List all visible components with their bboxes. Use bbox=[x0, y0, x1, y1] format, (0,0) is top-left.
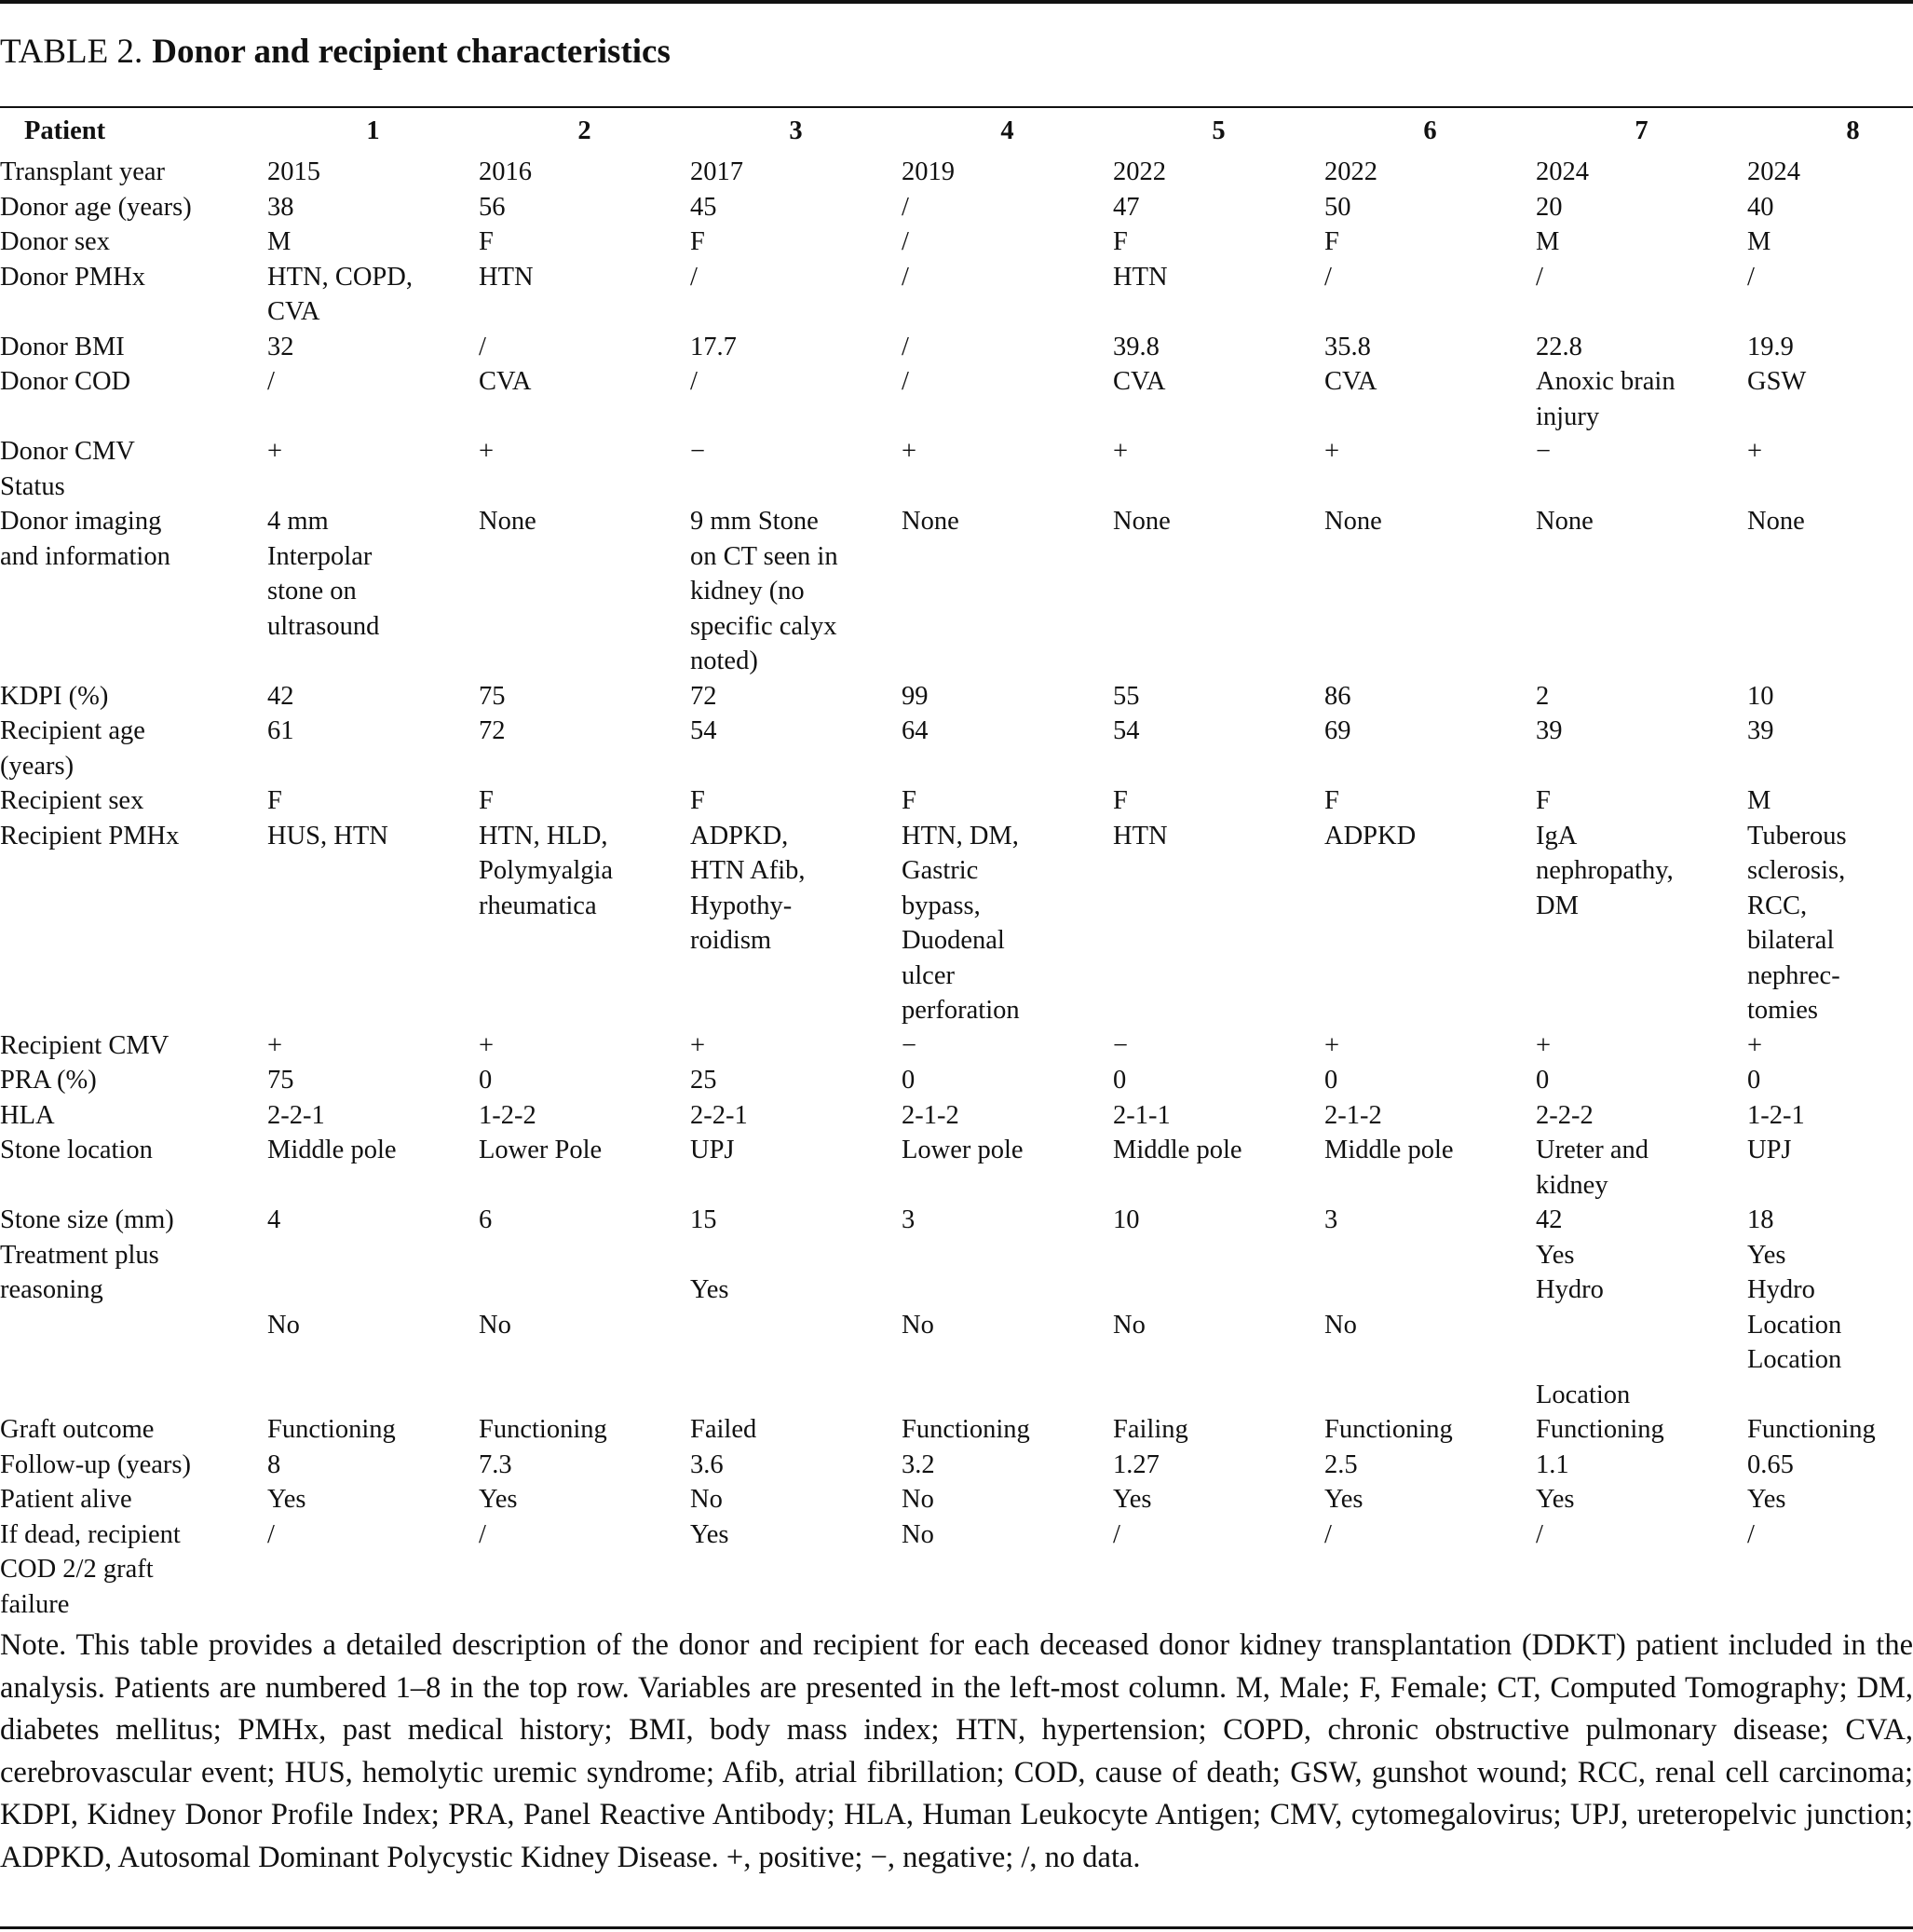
table-cell: 10 bbox=[1747, 681, 1774, 711]
table-cell: F bbox=[1113, 227, 1128, 256]
table-row bbox=[0, 364, 1913, 434]
table-cell: 25 bbox=[690, 1066, 717, 1095]
table-title: Donor and recipient characteristics bbox=[152, 33, 671, 71]
table-cell: 2024 bbox=[1747, 157, 1800, 186]
table-cell: / bbox=[1536, 262, 1543, 292]
header-label: Patient bbox=[24, 116, 106, 145]
table-cell: / bbox=[1324, 1519, 1332, 1549]
table-cell: Functioning bbox=[1536, 1415, 1664, 1444]
table-cell: Yes bbox=[690, 1519, 729, 1549]
table-row bbox=[0, 679, 1913, 714]
table-cell: Functioning bbox=[902, 1415, 1030, 1444]
table-cell: 3.6 bbox=[690, 1449, 724, 1479]
table-cell: Yes bbox=[690, 1275, 729, 1304]
table-cell: None bbox=[1113, 507, 1171, 536]
table-cell: F bbox=[1324, 786, 1339, 815]
table-cell: F bbox=[690, 227, 705, 256]
table-cell: IgA nephropathy, DM bbox=[1536, 821, 1674, 920]
table-cell: / bbox=[902, 262, 909, 292]
table-cell: 9 mm Stone on CT seen in kidney (no specific calyx noted) bbox=[690, 507, 838, 675]
table-cell: 47 bbox=[1113, 192, 1140, 222]
table-cell: 99 bbox=[902, 681, 929, 711]
row-label: Transplant year bbox=[0, 157, 166, 186]
table-cell: No bbox=[902, 1485, 934, 1514]
patient-column-header: 6 bbox=[1423, 116, 1437, 145]
table-cell: M bbox=[1536, 227, 1560, 256]
patient-column-header: 8 bbox=[1846, 116, 1860, 145]
table-cell: 3 bbox=[1324, 1205, 1338, 1234]
table-cell: 39.8 bbox=[1113, 332, 1160, 361]
table-cell: 3.2 bbox=[902, 1449, 935, 1479]
table-cell: + bbox=[267, 1030, 283, 1060]
table-cell: F bbox=[267, 786, 282, 815]
table-cell: 0 bbox=[1747, 1066, 1761, 1095]
row-label: Donor COD bbox=[0, 367, 131, 396]
table-cell: − bbox=[1113, 1030, 1129, 1060]
characteristics-table bbox=[0, 114, 1913, 1622]
table-cell: 0 bbox=[1536, 1066, 1550, 1095]
table-cell: / bbox=[690, 367, 698, 396]
table-cell: + bbox=[479, 437, 495, 466]
table-cell: 54 bbox=[1113, 716, 1140, 745]
table-cell: 19.9 bbox=[1747, 332, 1794, 361]
table-cell: HTN bbox=[1113, 262, 1168, 292]
table-cell: Middle pole bbox=[1113, 1136, 1242, 1164]
table-cell: + bbox=[902, 437, 917, 466]
table-cell: 45 bbox=[690, 192, 717, 222]
table-cell: Middle pole bbox=[267, 1136, 397, 1164]
table-cell: 2-1-2 bbox=[1324, 1100, 1382, 1130]
row-label: Treatment plus reasoning bbox=[0, 1240, 159, 1304]
table-cell: Functioning bbox=[1747, 1415, 1876, 1444]
table-cell: / bbox=[902, 192, 909, 222]
table-cell: Yes bbox=[1747, 1485, 1786, 1514]
table-cell: / bbox=[1324, 262, 1332, 292]
table-cell: F bbox=[1113, 786, 1128, 815]
row-label: If dead, recipient COD 2/2 graft failure bbox=[0, 1519, 181, 1619]
table-cell: 0 bbox=[902, 1066, 916, 1095]
table-cell: 40 bbox=[1747, 192, 1774, 222]
table-cell: 2016 bbox=[479, 157, 532, 186]
table-cell: Anoxic brain injury bbox=[1536, 367, 1676, 431]
row-label: PRA (%) bbox=[0, 1066, 97, 1095]
table-cell: No bbox=[902, 1519, 934, 1549]
table-cell: Failed bbox=[690, 1415, 757, 1444]
table-row bbox=[0, 1028, 1913, 1064]
table-cell: 2-1-1 bbox=[1113, 1100, 1171, 1130]
table-cell: M bbox=[1747, 227, 1771, 256]
row-label: Donor sex bbox=[0, 227, 110, 256]
table-cell: Functioning bbox=[479, 1415, 607, 1444]
table-cell: CVA bbox=[1113, 367, 1166, 396]
table-cell: 18 bbox=[1747, 1205, 1774, 1234]
table-row bbox=[0, 190, 1913, 225]
bottom-rule bbox=[0, 1926, 1913, 1929]
table-cell: 6 bbox=[479, 1205, 493, 1234]
table-cell: Ureter and kidney bbox=[1536, 1136, 1649, 1200]
table-cell: CVA bbox=[479, 367, 532, 396]
table-cell: 2 bbox=[1536, 681, 1550, 711]
table-cell: / bbox=[267, 367, 275, 396]
table-cell: 10 bbox=[1113, 1205, 1140, 1234]
table-cell: 1.27 bbox=[1113, 1449, 1160, 1479]
row-label: Donor age (years) bbox=[0, 192, 192, 222]
table-cell: 69 bbox=[1324, 716, 1351, 745]
table-cell: 4 mm Interpolar stone on ultrasound bbox=[267, 507, 380, 641]
table-cell: 42 bbox=[1536, 1205, 1563, 1234]
table-cell: UPJ bbox=[690, 1136, 735, 1164]
table-cell: 0 bbox=[479, 1066, 493, 1095]
table-cell: HTN bbox=[1113, 821, 1168, 850]
table-cell: F bbox=[1536, 786, 1551, 815]
table-cell: None bbox=[902, 507, 959, 536]
table-cell: ADPKD bbox=[1324, 821, 1417, 850]
table-cell: / bbox=[267, 1519, 275, 1549]
row-label: KDPI (%) bbox=[0, 681, 109, 711]
table-cell: + bbox=[1324, 1030, 1340, 1060]
table-cell: Lower pole bbox=[902, 1136, 1024, 1164]
table-cell: 22.8 bbox=[1536, 332, 1582, 361]
table-cell: / bbox=[690, 262, 698, 292]
table-cell: No bbox=[1113, 1310, 1146, 1340]
table-cell: + bbox=[479, 1030, 495, 1060]
table-row bbox=[0, 1063, 1913, 1098]
table-cell: 8 bbox=[267, 1449, 281, 1479]
table-cell: + bbox=[267, 437, 283, 466]
table-row bbox=[0, 783, 1913, 819]
patient-column-header: 1 bbox=[366, 116, 380, 145]
table-cell: Yes bbox=[1113, 1485, 1152, 1514]
table-cell: 35.8 bbox=[1324, 332, 1371, 361]
table-cell: / bbox=[902, 227, 909, 256]
table-cell: F bbox=[479, 786, 494, 815]
table-cell: 17.7 bbox=[690, 332, 737, 361]
table-cell: 54 bbox=[690, 716, 717, 745]
table-cell: − bbox=[1536, 437, 1552, 466]
table-cell: Yes bbox=[267, 1485, 306, 1514]
table-row bbox=[0, 1482, 1913, 1517]
table-cell: 2-2-2 bbox=[1536, 1100, 1594, 1130]
table-cell: 38 bbox=[267, 192, 294, 222]
table-cell: Yes bbox=[1536, 1485, 1575, 1514]
table-row bbox=[0, 434, 1913, 504]
patient-column-header: 4 bbox=[1000, 116, 1014, 145]
table-cell: 1.1 bbox=[1536, 1449, 1569, 1479]
table-cell: / bbox=[479, 332, 486, 361]
table-cell: ADPKD, HTN Afib, Hypothy- roidism bbox=[690, 821, 806, 955]
table-row bbox=[0, 1412, 1913, 1448]
table-cell: 39 bbox=[1747, 716, 1774, 745]
table-cell: + bbox=[690, 1030, 706, 1060]
table-cell: 0.65 bbox=[1747, 1449, 1794, 1479]
row-label: Recipient sex bbox=[0, 786, 144, 815]
table-cell: 2.5 bbox=[1324, 1449, 1358, 1479]
table-cell: / bbox=[1536, 1519, 1543, 1549]
row-label: Patient alive bbox=[0, 1485, 132, 1514]
table-cell: 7.3 bbox=[479, 1449, 512, 1479]
table-cell: M bbox=[1747, 786, 1771, 815]
table-cell: + bbox=[1747, 437, 1763, 466]
table-cell: 42 bbox=[267, 681, 294, 711]
table-cell: / bbox=[1113, 1519, 1120, 1549]
table-note: Note. This table provides a detailed description of the donor and recipient for each deceased donor kidney transplantation (DDKT) patient included in the analysis. Patients are numbered 1–8 in the top row. Variables are presented in the left-most column. M, Male; F, Female; CT, Computed Tomography; DM, diabetes mellitus; PMHx, past medical history; BMI, body mass index; HTN, hypertension; COPD, chronic obstructive pulmonary disease; CVA, cerebrovascular event; HUS, hemolytic uremic syndrome; Afib, atrial fibrillation; COD, cause of death; GSW, gunshot wound; RCC, renal cell carcinoma; KDPI, Kidney Donor Profile Index; PRA, Panel Reactive Antibody; HLA, Human Leukocyte Antigen; CMV, cytomegalovirus; UPJ, ureteropelvic junction; ADPKD, Autosomal Dominant Polycystic Kidney Disease. +, positive; −, negative; /, no data. bbox=[0, 1628, 1913, 1874]
table-cell: 64 bbox=[902, 716, 929, 745]
table-cell: 1-2-1 bbox=[1747, 1100, 1805, 1130]
table-cell: 1-2-2 bbox=[479, 1100, 536, 1130]
table-cell: 56 bbox=[479, 192, 506, 222]
table-cell: CVA bbox=[1324, 367, 1377, 396]
row-label: Recipient age (years) bbox=[0, 716, 145, 781]
table-cell: / bbox=[479, 1519, 486, 1549]
table-cell: 2024 bbox=[1536, 157, 1589, 186]
table-cell: 2017 bbox=[690, 157, 743, 186]
table-cell: HUS, HTN bbox=[267, 821, 388, 850]
row-label: Stone size (mm) bbox=[0, 1205, 174, 1234]
patient-column-header: 3 bbox=[789, 116, 803, 145]
table-cell: + bbox=[1747, 1030, 1763, 1060]
row-label: Stone location bbox=[0, 1136, 153, 1164]
table-cell: 72 bbox=[479, 716, 506, 745]
table-cell: GSW bbox=[1747, 367, 1807, 396]
table-cell: / bbox=[1747, 1519, 1755, 1549]
table-cell: UPJ bbox=[1747, 1136, 1792, 1164]
table-cell: 32 bbox=[267, 332, 294, 361]
row-label: Donor BMI bbox=[0, 332, 125, 361]
top-rule bbox=[0, 0, 1913, 4]
table-cell: Functioning bbox=[267, 1415, 396, 1444]
table-cell: 2019 bbox=[902, 157, 955, 186]
row-label: Donor PMHx bbox=[0, 262, 145, 292]
table-row bbox=[0, 1238, 1913, 1413]
table-cell: + bbox=[1113, 437, 1129, 466]
table-row bbox=[0, 1203, 1913, 1238]
table-cell: Lower Pole bbox=[479, 1136, 603, 1164]
table-cell: HTN, HLD, Polymyalgia rheumatica bbox=[479, 821, 614, 920]
table-cell: Yes bbox=[1324, 1485, 1364, 1514]
table-row bbox=[0, 819, 1913, 1028]
table-row bbox=[0, 1517, 1913, 1623]
table-cell: F bbox=[690, 786, 705, 815]
table-cell: HTN, COPD, CVA bbox=[267, 262, 413, 326]
table-cell: 0 bbox=[1113, 1066, 1127, 1095]
table-row bbox=[0, 155, 1913, 190]
table-cell: + bbox=[1536, 1030, 1552, 1060]
table-cell: Yes Hydro Location Location bbox=[1747, 1240, 1842, 1374]
table-cell: 15 bbox=[690, 1205, 717, 1234]
patient-column-header: 2 bbox=[577, 116, 591, 145]
header-row bbox=[0, 114, 1913, 155]
row-label: HLA bbox=[0, 1100, 55, 1130]
table-cell: Yes bbox=[479, 1485, 518, 1514]
row-label: Donor CMV Status bbox=[0, 437, 135, 501]
table-cell: F bbox=[902, 786, 916, 815]
table-cell: HTN, DM, Gastric bypass, Duodenal ulcer perforation bbox=[902, 821, 1020, 1025]
table-cell: Middle pole bbox=[1324, 1136, 1454, 1164]
header-rule bbox=[0, 106, 1913, 108]
table-cell: F bbox=[479, 227, 494, 256]
table-cell: 2022 bbox=[1113, 157, 1166, 186]
table-cell: 75 bbox=[479, 681, 506, 711]
table-cell: F bbox=[1324, 227, 1339, 256]
table-cell: / bbox=[1747, 262, 1755, 292]
table-body bbox=[0, 155, 1913, 1622]
table-row bbox=[0, 330, 1913, 365]
table-cell: No bbox=[267, 1310, 300, 1340]
table-cell: No bbox=[479, 1310, 511, 1340]
table-cell: / bbox=[902, 332, 909, 361]
row-label: Recipient PMHx bbox=[0, 821, 180, 850]
table-cell: 4 bbox=[267, 1205, 281, 1234]
table-cell: 75 bbox=[267, 1066, 294, 1095]
row-label: Follow-up (years) bbox=[0, 1449, 191, 1479]
table-cell: 2-2-1 bbox=[267, 1100, 325, 1130]
table-cell: 3 bbox=[902, 1205, 916, 1234]
table-cell: − bbox=[690, 437, 706, 466]
table-cell: / bbox=[902, 367, 909, 396]
table-cell: 39 bbox=[1536, 716, 1563, 745]
table-cell: Functioning bbox=[1324, 1415, 1453, 1444]
row-label: Graft outcome bbox=[0, 1415, 155, 1444]
table-row bbox=[0, 1133, 1913, 1203]
table-cell: 20 bbox=[1536, 192, 1563, 222]
table-cell: 86 bbox=[1324, 681, 1351, 711]
table-cell: M bbox=[267, 227, 292, 256]
table-number: TABLE 2. bbox=[0, 33, 143, 71]
table-cell: 2-1-2 bbox=[902, 1100, 959, 1130]
table-cell: No bbox=[690, 1485, 723, 1514]
table-cell: None bbox=[1324, 507, 1382, 536]
table-cell: None bbox=[479, 507, 536, 536]
patient-column-header: 5 bbox=[1212, 116, 1226, 145]
table-cell: No bbox=[902, 1310, 934, 1340]
table-cell: 0 bbox=[1324, 1066, 1338, 1095]
table-cell: No bbox=[1324, 1310, 1357, 1340]
table-row bbox=[0, 504, 1913, 679]
table-cell: 2015 bbox=[267, 157, 320, 186]
row-label: Donor imaging and information bbox=[0, 507, 170, 571]
patient-column-header: 7 bbox=[1635, 116, 1648, 145]
table-cell: 2-2-1 bbox=[690, 1100, 748, 1130]
table-row bbox=[0, 1098, 1913, 1134]
table-caption bbox=[0, 32, 671, 73]
table-row bbox=[0, 224, 1913, 260]
table-row bbox=[0, 260, 1913, 330]
table-cell: + bbox=[1324, 437, 1340, 466]
table-cell: Tuberous sclerosis, RCC, bilateral nephrec- tomies bbox=[1747, 821, 1847, 1025]
table-row bbox=[0, 714, 1913, 783]
table-cell: 61 bbox=[267, 716, 294, 745]
table-cell: None bbox=[1536, 507, 1594, 536]
row-label: Recipient CMV bbox=[0, 1030, 170, 1060]
table-cell: − bbox=[902, 1030, 917, 1060]
table-cell: 55 bbox=[1113, 681, 1140, 711]
table-cell: 72 bbox=[690, 681, 717, 711]
table-cell: Failing bbox=[1113, 1415, 1188, 1444]
table-cell: None bbox=[1747, 507, 1805, 536]
table-row bbox=[0, 1448, 1913, 1483]
table-cell: Yes Hydro Location bbox=[1536, 1240, 1631, 1409]
table-cell: 2022 bbox=[1324, 157, 1377, 186]
table-cell: HTN bbox=[479, 262, 534, 292]
table-cell: 50 bbox=[1324, 192, 1351, 222]
